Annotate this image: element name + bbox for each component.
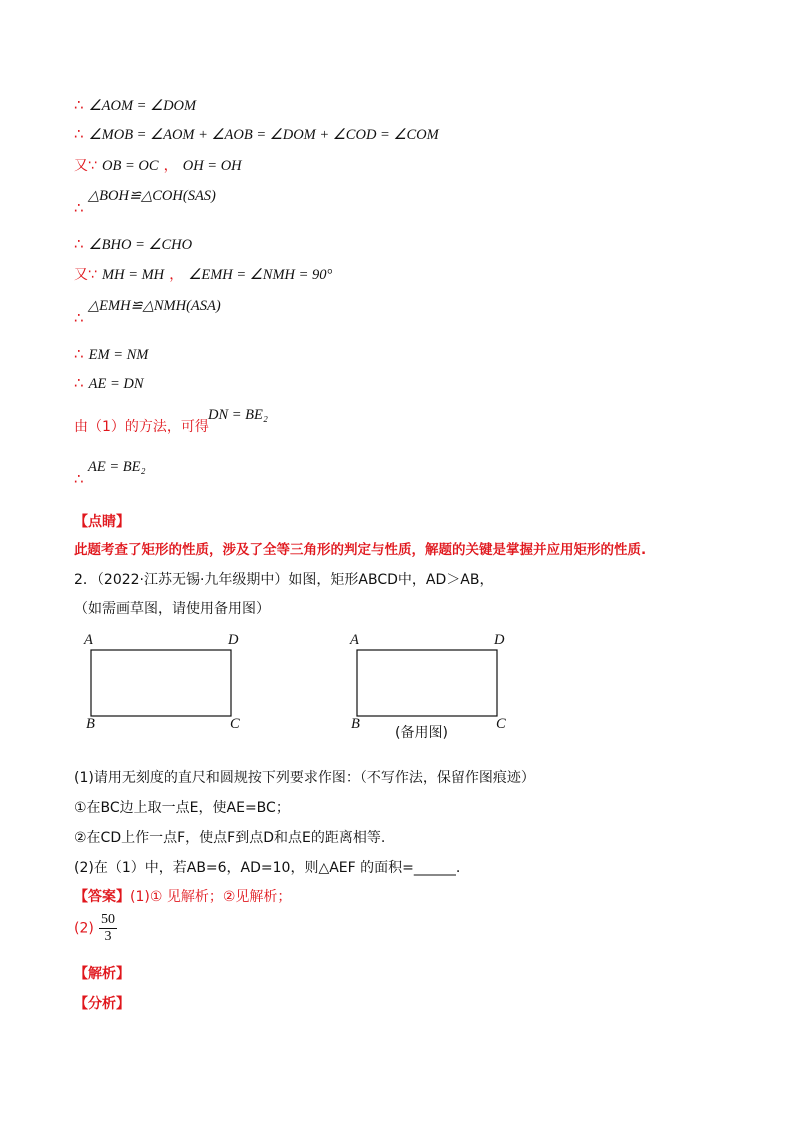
vertex-label-a: A [350, 632, 359, 648]
therefore-symbol: ∴ [74, 345, 84, 363]
rectangle-abcd-backup [357, 650, 497, 716]
fenxi-heading: 【分析】 [74, 996, 130, 1012]
comment-text: 此题考查了矩形的性质，涉及了全等三角形的判定与性质，解题的关键是掌握并应用矩形的性质. [74, 542, 647, 558]
rectangle-figure-backup [345, 630, 525, 745]
rectangle-figure-main [80, 630, 260, 740]
vertex-label-d: D [228, 632, 239, 648]
proof-expression: MH = MH [102, 267, 165, 283]
proof-line-5 [74, 234, 192, 254]
proof-expression: ∠AOM = ∠DOM [88, 98, 197, 114]
answer-line [74, 886, 291, 906]
method-note: 由（1）的方法，可得 [74, 419, 209, 435]
question-1: (1)请用无刻度的直尺和圆规按下列要求作图：（不写作法，保留作图痕迹） [74, 770, 535, 786]
vertex-label-b: B [351, 716, 360, 732]
proof-line-4-sym [74, 198, 84, 217]
proof-line-2 [74, 124, 439, 144]
proof-line-10-expr [208, 404, 268, 424]
separator: ， [163, 158, 178, 174]
vertex-label-a: A [84, 632, 93, 648]
proof-expression: △EMH≌△NMH(ASA) [88, 298, 221, 314]
fraction-denominator: 3 [104, 929, 112, 944]
because-prefix: 又∵ [74, 267, 97, 283]
proof-expression: △BOH≌△COH(SAS) [88, 188, 216, 204]
therefore-symbol: ∴ [74, 235, 84, 253]
proof-line-9 [74, 373, 144, 393]
therefore-symbol: ∴ [74, 470, 84, 488]
proof-expression: ∠EMH = ∠NMH = 90° [188, 267, 333, 283]
problem-2-note: （如需画草图，请使用备用图） [74, 601, 270, 617]
comment-heading: 【点睛】 [74, 514, 130, 530]
therefore-symbol: ∴ [74, 96, 84, 114]
proof-line-6 [74, 264, 332, 284]
answer-2-prefix: (2) [74, 920, 94, 937]
problem-2-stem: 2．（2022·江苏无锡·九年级期中）如图，矩形ABCD中，AD＞AB， [74, 572, 494, 588]
question-1-part-b: ②在CD上作一点F，使点F到点D和点E的距离相等. [74, 830, 386, 846]
therefore-symbol: ∴ [74, 125, 84, 143]
because-prefix: 又∵ [74, 158, 97, 174]
proof-expression: OH = OH [182, 158, 242, 174]
proof-line-8 [74, 344, 148, 364]
proof-line-11-expr [88, 456, 146, 476]
proof-expression: OB = OC [102, 158, 159, 174]
analysis-heading: 【解析】 [74, 966, 130, 982]
answer-heading: 【答案】 [74, 889, 130, 905]
proof-line-7-expr [88, 295, 221, 315]
proof-expression: ∠BHO = ∠CHO [88, 237, 193, 253]
backup-figure-caption: (备用图) [395, 725, 448, 741]
therefore-symbol: ∴ [74, 199, 84, 217]
proof-line-3 [74, 155, 242, 175]
answer-2-fraction [99, 912, 117, 945]
answer-text: (1)① 见解析；②见解析； [130, 889, 292, 905]
therefore-symbol: ∴ [74, 309, 84, 327]
question-2: (2)在（1）中，若AB=6，AD=10，则△AEF 的面积=______. [74, 860, 461, 876]
vertex-label-c: C [496, 716, 506, 732]
separator: ， [169, 267, 184, 283]
proof-expression: AE = BE₂ [88, 459, 146, 475]
rectangle-abcd [91, 650, 231, 716]
answer-2 [74, 912, 117, 945]
proof-expression: ∠MOB = ∠AOM + ∠AOB = ∠DOM + ∠COD = ∠COM [88, 127, 439, 143]
proof-line-4-expr [88, 185, 216, 205]
question-1-part-a: ①在BC边上取一点E，使AE=BC； [74, 800, 290, 816]
proof-line-11-sym [74, 469, 84, 488]
proof-line-10-text [74, 416, 209, 436]
fraction-numerator: 50 [100, 912, 115, 927]
vertex-label-c: C [230, 716, 240, 732]
vertex-label-d: D [494, 632, 505, 648]
proof-expression: DN = BE₂ [208, 407, 268, 423]
proof-line-7-sym [74, 308, 84, 327]
therefore-symbol: ∴ [74, 374, 84, 392]
vertex-label-b: B [86, 716, 95, 732]
proof-expression: EM = NM [88, 347, 149, 363]
proof-expression: AE = DN [88, 376, 144, 392]
proof-line-1 [74, 95, 196, 115]
